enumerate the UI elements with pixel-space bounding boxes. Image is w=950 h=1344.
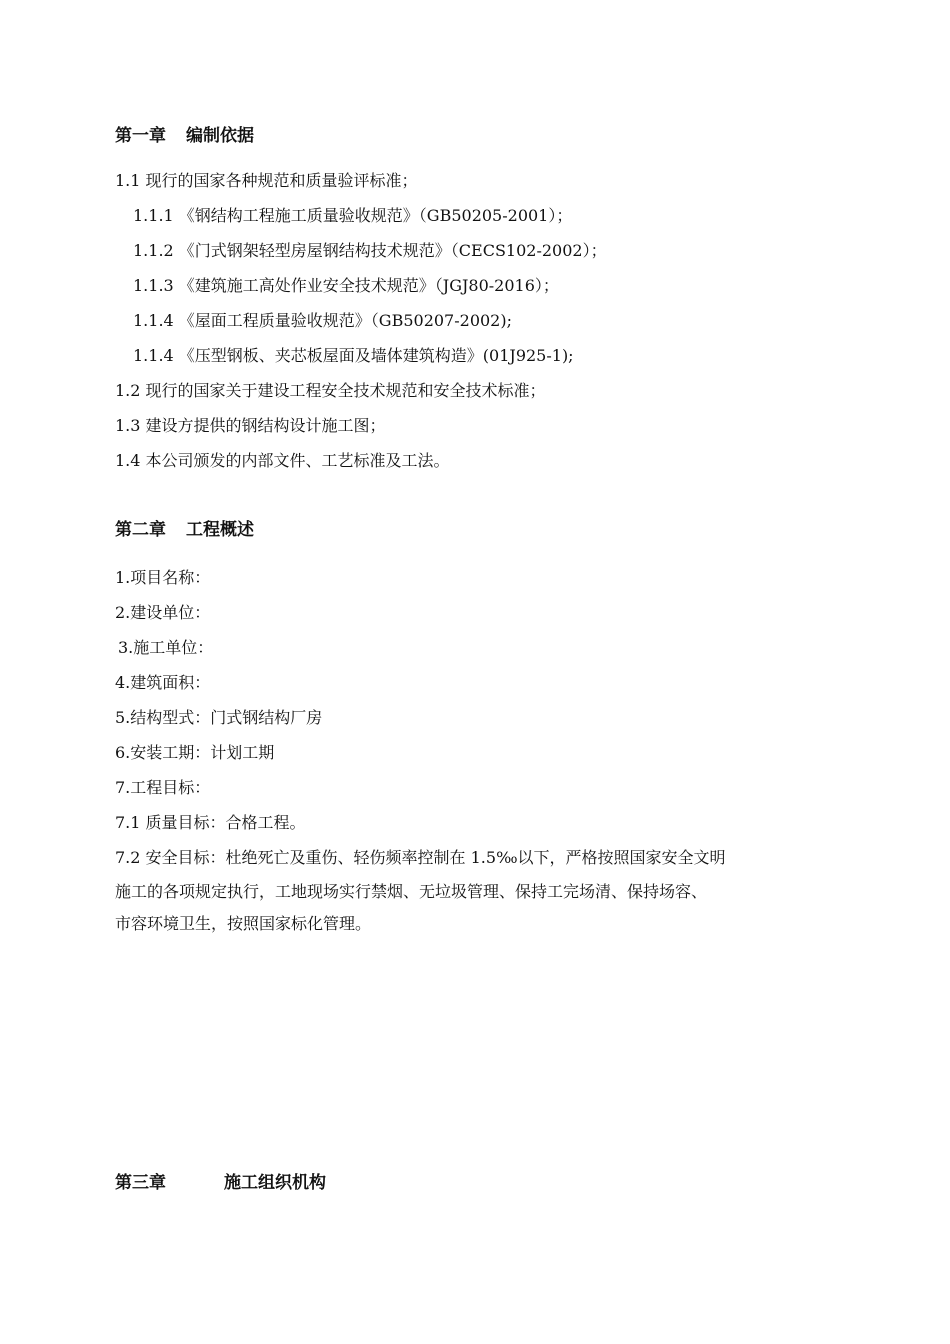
chapter-1-title: 编制依据 [186, 126, 254, 146]
chapter-1-item: 1.1.3 《建筑施工高处作业安全技术规范》（JGJ80-2016）； [133, 276, 559, 295]
chapter-2-item: 7.2 安全目标：杜绝死亡及重伤、轻伤频率控制在 1.5‰以下，严格按照国家安全文明 [115, 848, 726, 867]
chapter-2-item: 3.施工单位： [118, 638, 214, 657]
chapter-3-label: 第三章 [115, 1173, 166, 1193]
chapter-1-item: 1.1 现行的国家各种规范和质量验评标准； [115, 171, 418, 190]
chapter-3-title: 施工组织机构 [224, 1173, 326, 1193]
chapter-2-title: 工程概述 [186, 520, 254, 540]
chapter-2-item: 7.1 质量目标：合格工程。 [115, 813, 306, 832]
chapter-1-item: 1.1.2 《门式钢架轻型房屋钢结构技术规范》（CECS102-2002）； [133, 241, 607, 260]
chapter-1-item: 1.3 建设方提供的钢结构设计施工图； [115, 416, 386, 435]
chapter-1-heading [115, 126, 254, 146]
chapter-2-item: 2.建设单位： [115, 603, 211, 622]
chapter-1-item: 1.1.1 《钢结构工程施工质量验收规范》（GB50205-2001）； [133, 206, 573, 225]
chapter-1-label: 第一章 [115, 126, 166, 146]
chapter-1-item: 1.4 本公司颁发的内部文件、工艺标准及工法。 [115, 451, 450, 470]
chapter-2-item: 4.建筑面积： [115, 673, 211, 692]
chapter-2-item: 7.工程目标： [115, 778, 211, 797]
chapter-3-heading [115, 1173, 326, 1193]
chapter-2-item: 6.安装工期：计划工期 [115, 743, 275, 762]
chapter-2-item: 1.项目名称： [115, 568, 211, 587]
chapter-1-item: 1.1.4 《压型钢板、夹芯板屋面及墙体建筑构造》(01J925-1); [133, 346, 574, 365]
chapter-1-item: 1.1.4 《屋面工程质量验收规范》（GB50207-2002); [133, 311, 512, 330]
chapter-2-item: 施工的各项规定执行，工地现场实行禁烟、无垃圾管理、保持工完场清、保持场容、 [115, 882, 708, 901]
chapter-2-label: 第二章 [115, 520, 166, 540]
chapter-2-heading [115, 520, 254, 540]
chapter-2-item: 5.结构型式：门式钢结构厂房 [115, 708, 323, 727]
chapter-1-item: 1.2 现行的国家关于建设工程安全技术规范和安全技术标准； [115, 381, 546, 400]
chapter-2-item: 市容环境卫生，按照国家标化管理。 [115, 914, 372, 933]
